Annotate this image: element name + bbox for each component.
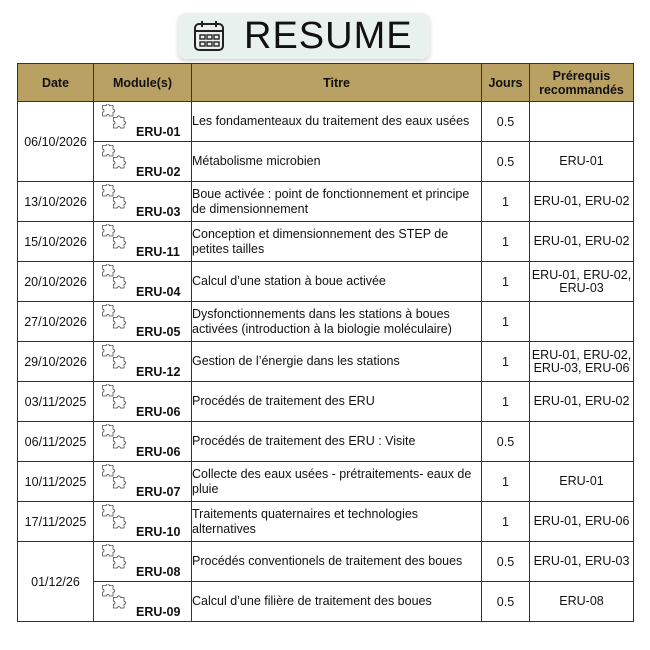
module-cell [94, 222, 192, 262]
days-cell: 1 [482, 462, 530, 502]
table-row [18, 262, 634, 302]
module-cell [94, 502, 192, 542]
module-code: ERU-07 [136, 485, 181, 499]
title-cell: Les fondamenteaux du traitement des eaux usées [192, 102, 482, 142]
days-cell: 0.5 [482, 582, 530, 622]
puzzle-icon [101, 384, 131, 414]
module-code: ERU-04 [136, 285, 181, 299]
days-cell: 0.5 [482, 422, 530, 462]
title-cell: Dysfonctionnements dans les stations à boues activées (introduction à la biologie moléculaire) [192, 302, 482, 342]
module-cell [94, 262, 192, 302]
prerequisites-cell: ERU-01, ERU-02, ERU-03, ERU-06 [530, 342, 634, 382]
date-cell: 29/10/2026 [18, 342, 94, 382]
table-header-row [18, 64, 634, 102]
module-cell [94, 142, 192, 182]
table-row [18, 542, 634, 582]
column-header-modules: Module(s) [94, 64, 192, 102]
column-header-jours: Jours [482, 64, 530, 102]
module-cell [94, 102, 192, 142]
module-code: ERU-06 [136, 405, 181, 419]
days-cell: 0.5 [482, 542, 530, 582]
module-cell [94, 182, 192, 222]
date-cell: 10/11/2025 [18, 462, 94, 502]
module-cell [94, 302, 192, 342]
table-row [18, 222, 634, 262]
title-cell: Gestion de l’énergie dans les stations [192, 342, 482, 382]
title-cell: Procédés de traitement des ERU : Visite [192, 422, 482, 462]
puzzle-icon [101, 504, 131, 534]
days-cell: 1 [482, 382, 530, 422]
module-code: ERU-09 [136, 605, 181, 619]
title-cell: Calcul d’une filière de traitement des boues [192, 582, 482, 622]
table-row [18, 462, 634, 502]
module-cell [94, 342, 192, 382]
title-cell: Boue activée : point de fonctionnement et principe de dimensionnement [192, 182, 482, 222]
prerequisites-cell [530, 102, 634, 142]
date-cell: 13/10/2026 [18, 182, 94, 222]
table-row [18, 102, 634, 142]
days-cell: 1 [482, 262, 530, 302]
table-row [18, 422, 634, 462]
title-cell: Procédés conventionels de traitement des boues [192, 542, 482, 582]
module-code: ERU-10 [136, 525, 181, 539]
title-cell: Métabolisme microbien [192, 142, 482, 182]
module-cell [94, 542, 192, 582]
module-cell [94, 382, 192, 422]
calendar-icon [192, 19, 226, 53]
title-cell: Calcul d’une station à boue activée [192, 262, 482, 302]
puzzle-icon [101, 424, 131, 454]
puzzle-icon [101, 544, 131, 574]
table-row [18, 582, 634, 622]
table-row [18, 142, 634, 182]
days-cell: 0.5 [482, 102, 530, 142]
page-title: RESUME [244, 15, 413, 57]
prerequisites-cell: ERU-01, ERU-06 [530, 502, 634, 542]
column-header-titre: Titre [192, 64, 482, 102]
module-code: ERU-11 [136, 245, 180, 259]
date-cell: 01/12/26 [18, 542, 94, 622]
module-cell [94, 422, 192, 462]
puzzle-icon [101, 184, 131, 214]
module-code: ERU-02 [136, 165, 181, 179]
title-cell: Conception et dimensionnement des STEP de petites tailles [192, 222, 482, 262]
table-row [18, 302, 634, 342]
module-code: ERU-12 [136, 365, 181, 379]
date-cell: 03/11/2025 [18, 382, 94, 422]
puzzle-icon [101, 464, 131, 494]
table-row [18, 182, 634, 222]
prerequisites-cell: ERU-08 [530, 582, 634, 622]
module-code: ERU-06 [136, 445, 181, 459]
prerequisites-cell [530, 302, 634, 342]
module-cell [94, 582, 192, 622]
date-cell: 06/10/2026 [18, 102, 94, 182]
date-cell: 20/10/2026 [18, 262, 94, 302]
prerequisites-cell: ERU-01, ERU-03 [530, 542, 634, 582]
days-cell: 0.5 [482, 142, 530, 182]
title-cell: Traitements quaternaires et technologies alternatives [192, 502, 482, 542]
resume-table [17, 63, 634, 622]
days-cell: 1 [482, 342, 530, 382]
days-cell: 1 [482, 302, 530, 342]
prerequisites-cell: ERU-01, ERU-02, ERU-03 [530, 262, 634, 302]
module-cell [94, 462, 192, 502]
prerequisites-cell: ERU-01, ERU-02 [530, 382, 634, 422]
table-row [18, 502, 634, 542]
module-code: ERU-03 [136, 205, 181, 219]
module-code: ERU-01 [136, 125, 181, 139]
days-cell: 1 [482, 222, 530, 262]
prerequisites-cell: ERU-01 [530, 142, 634, 182]
puzzle-icon [101, 224, 131, 254]
prerequisites-cell [530, 422, 634, 462]
puzzle-icon [101, 344, 131, 374]
column-header-date: Date [18, 64, 94, 102]
table-row [18, 342, 634, 382]
module-code: ERU-05 [136, 325, 181, 339]
puzzle-icon [101, 104, 131, 134]
days-cell: 1 [482, 182, 530, 222]
module-code: ERU-08 [136, 565, 181, 579]
resume-title-banner [178, 13, 430, 59]
days-cell: 1 [482, 502, 530, 542]
title-cell: Collecte des eaux usées - prétraitements- eaux de pluie [192, 462, 482, 502]
puzzle-icon [101, 304, 131, 334]
puzzle-icon [101, 584, 131, 614]
prerequisites-cell: ERU-01, ERU-02 [530, 222, 634, 262]
date-cell: 17/11/2025 [18, 502, 94, 542]
title-cell: Procédés de traitement des ERU [192, 382, 482, 422]
prerequisites-cell: ERU-01, ERU-02 [530, 182, 634, 222]
date-cell: 06/11/2025 [18, 422, 94, 462]
date-cell: 15/10/2026 [18, 222, 94, 262]
date-cell: 27/10/2026 [18, 302, 94, 342]
column-header-prerequis: Prérequis recommandés [530, 64, 634, 102]
table-row [18, 382, 634, 422]
prerequisites-cell: ERU-01 [530, 462, 634, 502]
puzzle-icon [101, 144, 131, 174]
puzzle-icon [101, 264, 131, 294]
